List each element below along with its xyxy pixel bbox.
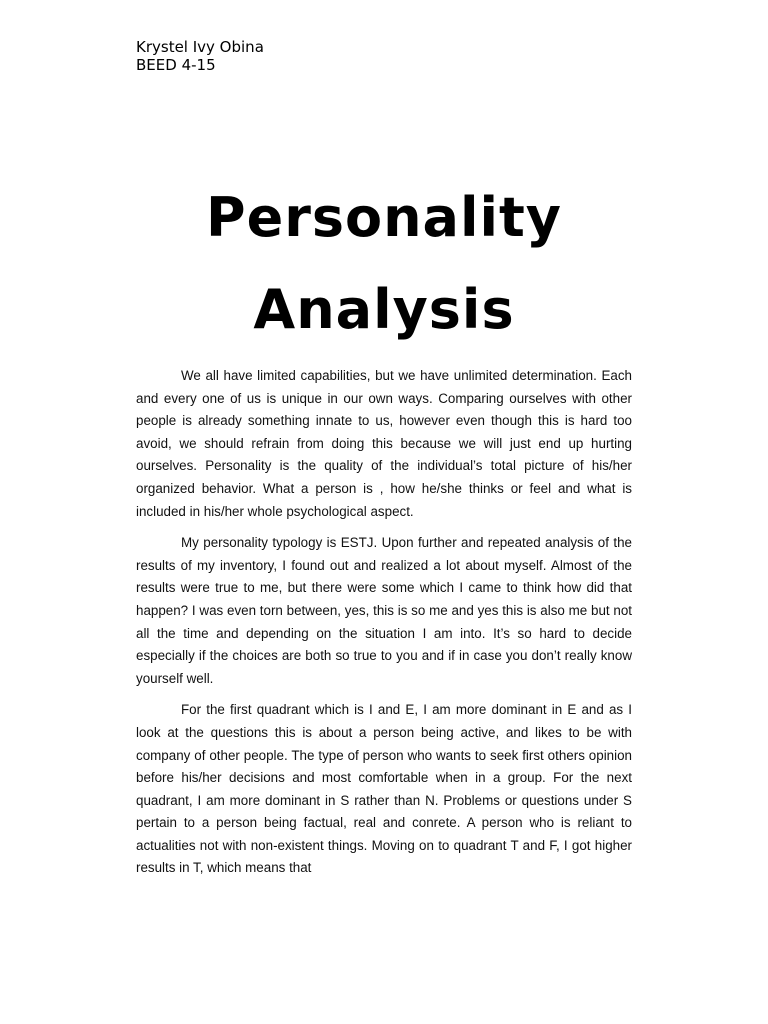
class-section: BEED 4-15	[136, 56, 216, 74]
paragraph-3: For the first quadrant which is I and E, I am more dominant in E and as I look at the questions this is about a person being active, and likes to be with company of other people. The type of person who wants to seek first others opinion before his/her decisions and most comfortable when in a group. For the next quadrant, I am more dominant in S rather than N. Problems or questions under S pertain to a person being factual, real and conrete. A person who is reliant to actualities not with non-existent things. Moving on to quadrant T and F, I got higher results in T, which means that	[136, 702, 632, 876]
document-body	[136, 365, 632, 889]
paragraph-2: My personality typology is ESTJ. Upon further and repeated analysis of the results of my inventory, I found out and realized a lot about myself. Almost of the results were true to me, but there were some which I came to think how did that happen? I was even torn between, yes, this is so me and yes this is also me but not all the time and depending on the situation I am into. It’s so hard to decide especially if the choices are both so true to you and if in case you don’t really know yourself well.	[136, 535, 632, 686]
author-header	[136, 38, 264, 74]
author-name: Krystel Ivy Obina	[136, 38, 264, 56]
title-line-1: Personality	[206, 186, 562, 249]
title-line-2: Analysis	[253, 278, 515, 341]
document-title	[136, 172, 632, 356]
paragraph-1: We all have limited capabilities, but we have unlimited determination. Each and every one of us is unique in our own ways. Comparing ourselves with other people is already something innate to us, however even though this is hard too avoid, we should refrain from doing this because we will just end up hurting ourselves. Personality is the quality of the individual’s total picture of his/her organized behavior. What a person is , how he/she thinks or feel and what is included in his/her whole psychological aspect.	[136, 368, 632, 519]
